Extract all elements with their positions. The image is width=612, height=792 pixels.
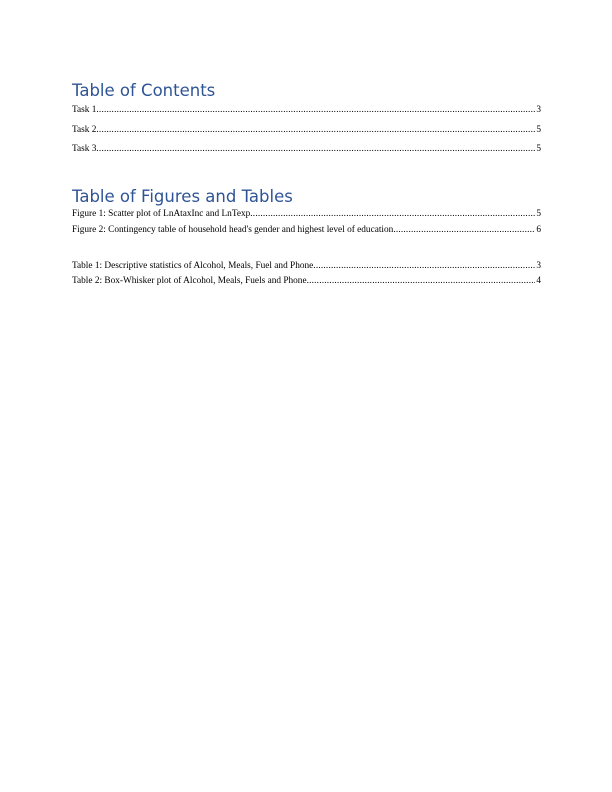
toc-entry-task-1[interactable] [72,106,541,115]
dot-leader [307,277,536,286]
toc-heading: Table of Contents [72,81,216,100]
dot-leader [393,226,535,235]
dot-leader [250,210,535,219]
toc-entry-label: Task 3 [72,144,97,154]
tof-entry-page: 3 [536,261,541,271]
tof-entry-figure-2[interactable] [72,226,541,235]
dot-leader [96,106,535,115]
tof-entry-label: Figure 2: Contingency table of household head's gender and highest level of education [72,225,394,235]
tof-entry-label: Figure 1: Scatter plot of LnAtaxInc and LnTexp [72,209,251,219]
toc-entry-label: Task 1 [72,105,97,115]
toc-entry-label: Task 2 [72,125,97,135]
dot-leader [96,145,535,154]
toc-entry-task-2[interactable] [72,126,541,135]
tof-entry-table-1[interactable] [72,262,541,271]
toc-entry-page: 5 [536,125,541,135]
toc-entry-task-3[interactable] [72,145,541,154]
tof-entry-page: 4 [536,276,541,286]
tof-entry-figure-1[interactable] [72,210,541,219]
tof-entry-label: Table 1: Descriptive statistics of Alcohol, Meals, Fuel and Phone [72,261,314,271]
toc-entry-page: 3 [536,105,541,115]
tof-heading: Table of Figures and Tables [72,187,293,206]
tof-entry-table-2[interactable] [72,277,541,286]
dot-leader [313,262,535,271]
dot-leader [96,126,535,135]
toc-entry-page: 5 [536,144,541,154]
tof-entry-page: 5 [536,209,541,219]
tof-entry-label: Table 2: Box-Whisker plot of Alcohol, Meals, Fuels and Phone [72,276,307,286]
tof-entry-page: 6 [536,225,541,235]
